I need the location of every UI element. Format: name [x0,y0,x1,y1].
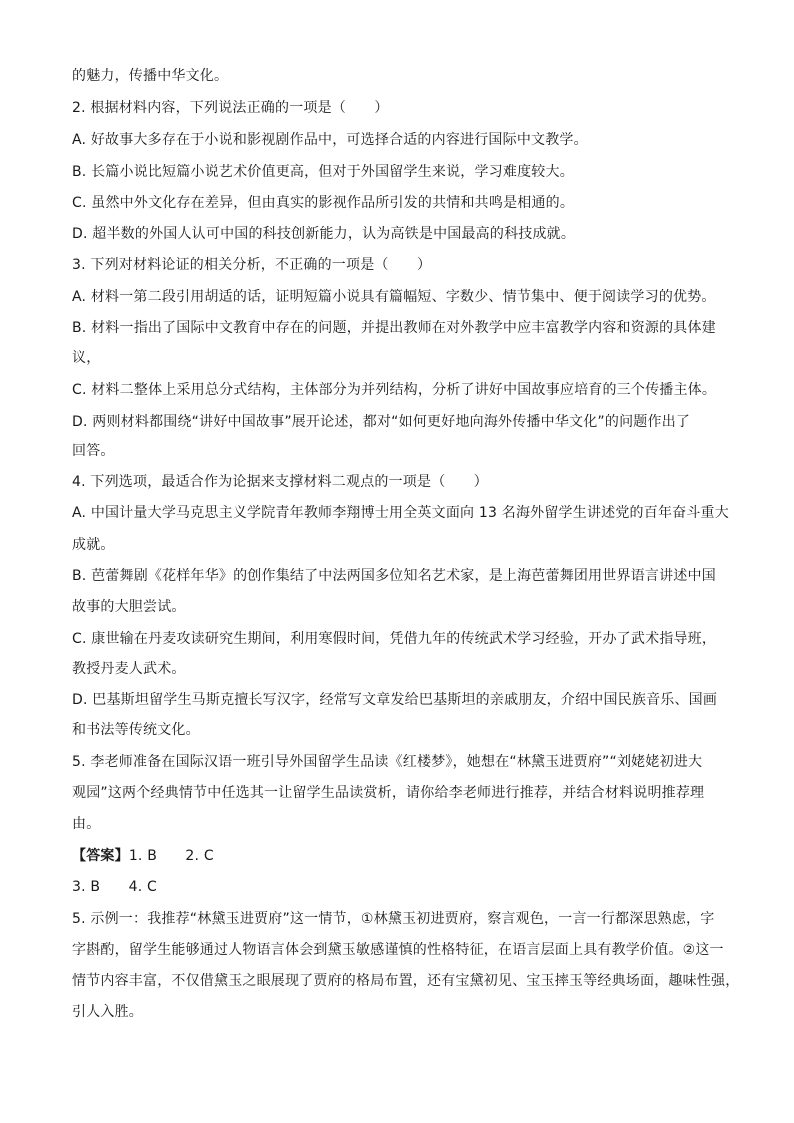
answer-explanation: 5. 示例一：我推荐“林黛玉进贾府”这一情节，①林黛玉初进贾府，察言观色，一言一行都深思熟虑，字 [72,911,715,927]
answer-row [72,846,214,866]
question-3-stem: 3. 下列对材料论证的相关分析，不正确的一项是（ ） [72,257,432,273]
question-4-option-b: B. 芭蕾舞剧《花样年华》的创作集结了中法两国多位知名艺术家，是上海芭蕾舞团用世界语言讲述中国 [72,568,716,584]
question-4-option-c: C. 康世输在丹麦攻读研究生期间，利用寒假时间，凭借九年的传统武术学习经验，开办了武术指导班， [72,631,717,647]
question-5-stem-cont: 由。 [72,816,101,832]
question-3-option-d-cont: 回答。 [72,443,115,459]
question-2-option-c: C. 虽然中外文化存在差异，但由真实的影视作品所引发的共情和共鸣是相通的。 [72,195,575,211]
answer-values: 1. B 2. C [128,848,214,864]
answer-values-2: 3. B 4. C [72,879,157,895]
answer-explanation: 情节内容丰富，不仅借黛玉之眼展现了贾府的格局布置，还有宝黛初见、宝玉摔玉等经典场面，趣味性强， [72,973,740,989]
question-2-option-d: D. 超半数的外国人认可中国的科技创新能力，认为高铁是中国最高的科技成就。 [72,226,576,242]
answer-explanation: 字斟酌，留学生能够通过人物语言体会到黛玉敏感谨慎的性格特征，在语言层面上具有教学价值。②这一 [72,942,724,958]
question-4-option-d: D. 巴基斯坦留学生马斯克擅长写汉字，经常写文章发给巴基斯坦的亲戚朋友，介绍中国民族音乐、国画 [72,692,718,708]
question-4-option-a: A. 中国计量大学马克思主义学院青年教师李翔博士用全英文面向 13 名海外留学生讲述党的百年奋斗重大 [72,505,729,521]
question-4-stem: 4. 下列选项，最适合作为论据来支撑材料二观点的一项是（ ） [72,474,489,490]
answer-label: 【答案】 [72,848,129,864]
question-5-stem: 5. 李老师准备在国际汉语一班引导外国留学生品读《红楼梦》，她想在“林黛玉进贾府”“刘姥姥初进大 [72,754,703,770]
question-3-option-b-cont: 议， [72,350,101,366]
question-4-option-b-cont: 故事的大胆尝试。 [72,599,186,615]
question-4-option-a-cont: 成就。 [72,537,115,553]
question-3-option-c: C. 材料二整体上采用总分式结构，主体部分为并列结构，分析了讲好中国故事应培育的三个传播主体。 [72,382,717,398]
question-3-option-d: D. 两则材料都围绕“讲好中国故事”展开论述，都对“如何更好地向海外传播中华文化”的问题作出了 [72,414,691,430]
question-3-option-b: B. 材料一指出了国际中文教育中存在的问题，并提出教师在对外教学中应丰富教学内容和资源的具体建 [72,320,716,336]
question-2-option-a: A. 好故事大多存在于小说和影视剧作品中，可选择合适的内容进行国际中文教学。 [72,132,588,148]
question-2-stem: 2. 根据材料内容，下列说法正确的一项是（ ） [72,100,389,116]
question-4-option-d-cont: 和书法等传统文化。 [72,722,200,738]
question-5-stem-cont: 观园”这两个经典情节中任选其一让留学生品读赏析，请你给李老师进行推荐，并结合材料说明推荐理 [72,785,705,801]
question-3-option-a: A. 材料一第二段引用胡适的话，证明短篇小说具有篇幅短、字数少、情节集中、便于阅读学习的优势。 [72,289,716,305]
question-4-option-c-cont: 教授丹麦人武术。 [72,661,186,677]
question-2-option-b: B. 长篇小说比短篇小说艺术价值更高，但对于外国留学生来说，学习难度较大。 [72,164,574,180]
text-line: 的魅力，传播中华文化。 [72,68,229,84]
answer-explanation: 引人入胜。 [72,1004,143,1020]
